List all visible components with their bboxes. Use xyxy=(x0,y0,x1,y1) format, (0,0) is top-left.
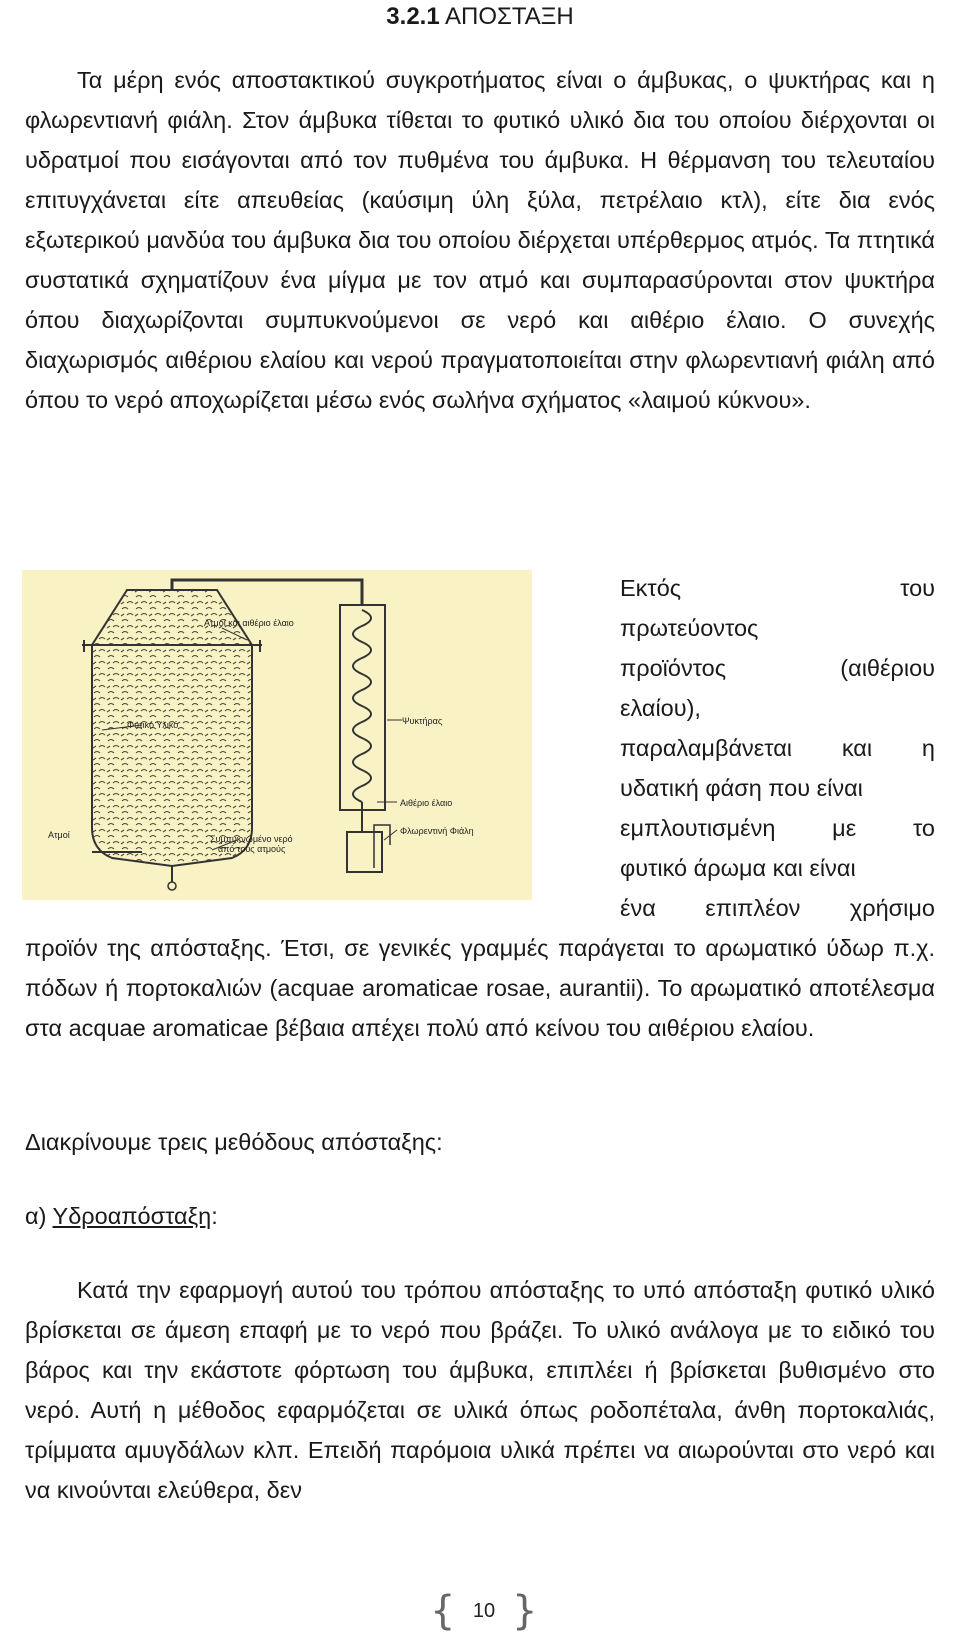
label-condensed-water-1: Συμπυκνωμένο νερό xyxy=(210,834,293,844)
label-florentine-flask: Φλωρεντινή Φιάλη xyxy=(400,826,474,836)
side-word: παραλαμβάνεται xyxy=(620,735,793,761)
side-line: πρωτεύοντος xyxy=(620,615,759,641)
methods-intro: Διακρίνουμε τρεις μεθόδους απόσταξης: xyxy=(25,1129,443,1155)
side-word: το xyxy=(912,815,935,841)
label-condensed-water-2: από τους ατμούς xyxy=(218,844,286,854)
side-word: του xyxy=(900,575,935,601)
side-word: ένα xyxy=(620,895,656,921)
side-word: και xyxy=(841,735,873,761)
continued-paragraph: προϊόν της απόσταξης. Έτσι, σε γενικές γραμμές παράγεται το αρωματικό ύδωρ π.χ. πόδων ή πορτοκαλιών (acquae aromaticae rosae, aurantii). Το αρωματικό αποτέλεσμα στα acquae aromaticae βέβαια απέχει πολύ από κείνου του αιθέριου ελαίου. xyxy=(25,935,935,1041)
section-title: ΑΠΟΣΤΑΞΗ xyxy=(445,3,574,30)
side-line: φυτικό άρωμα και είναι xyxy=(620,855,856,881)
label-steam: Ατμοί xyxy=(48,830,70,840)
side-word: με xyxy=(832,815,857,841)
intro-paragraph: Τα μέρη ενός αποστακτικού συγκροτήματος είναι ο άμβυκας, ο ψυκτήρας και η φλωρεντιανή φιάλη. Στον άμβυκα τίθεται το φυτικό υλικό δια του οποίου διέρχονται οι υδρατμοί που εισάγονται από τον πυθμένα του άμβυκα. Η θέρμανση του τελευταίου επιτυγχάνεται είτε απευθείας (καύσιμη ύλη ξύλα, πετρέλαιο κτλ), είτε δια ενός εξωτερικού μανδύα του άμβυκα δια του οποίου διέρχεται υπέρθερμος ατμός. Τα πτητικά συστατικά σχηματίζουν ένα μίγμα με τον ατμό και συμπαρασύρονται στον ψυκτήρα όπου διαχωρίζονται συμπυκνούμενοι σε νερό και αιθέριο έλαιο. Ο συνεχής διαχωρισμός αιθέριου ελαίου και νερού πραγματοποιείται στην φλωρεντιανή φιάλη από όπου το νερό αποχωρίζεται μέσω ενός σωλήνα σχήματος «λαιμού κύκνου». xyxy=(25,67,935,413)
label-condenser: Ψυκτήρας xyxy=(402,716,443,726)
page-number: 10 xyxy=(472,1600,496,1622)
right-brace-ornament: } xyxy=(512,1588,538,1634)
label-plant-material: Φυτικό Υλικό xyxy=(127,720,179,730)
label-essential-oil: Αιθέριο έλαιο xyxy=(400,798,453,808)
method-a-name: Υδροαπόσταξη xyxy=(52,1203,212,1229)
side-line: υδατική φάση που είναι xyxy=(620,775,863,801)
condenser-coil xyxy=(340,605,385,832)
side-word: η xyxy=(921,735,935,761)
page-footer xyxy=(0,1588,960,1634)
method-a-heading xyxy=(25,1196,218,1236)
florentine-flask-shape xyxy=(347,825,390,872)
distillation-figure xyxy=(22,570,532,900)
distillation-diagram xyxy=(22,570,532,900)
hydrodistillation-paragraph: Κατά την εφαρμογή αυτού του τρόπου απόσταξης το υπό απόσταξη φυτικό υλικό βρίσκεται σε άμεση επαφή με το νερό που βράζει. Το υλικό ανάλογα με το ειδικό του βάρος και την εκάστοτε φόρτωση του άμβυκα, επιπλέει ή βρίσκεται βυθισμένο στο νερό. Αυτή η μέθοδος εφαρμόζεται σε υλικά όπως ροδοπέταλα, άνθη πορτοκαλιάς, τρίμματα αμυγδάλων κλπ. Επειδή παρόμοια υλικά πρέπει να αιωρούνται στο νερό και να κινούνται ελεύθερα, δεν xyxy=(25,1277,935,1503)
side-word: (αιθέριου xyxy=(840,655,935,681)
side-word: Εκτός xyxy=(620,575,682,601)
section-heading xyxy=(0,2,960,32)
method-a-prefix: α) xyxy=(25,1203,53,1229)
side-word: χρήσιμο xyxy=(849,895,935,921)
figure-side-text xyxy=(620,568,935,928)
side-word: προϊόντος xyxy=(620,655,727,681)
label-vapors-oil: Ατμοί και αιθέριο έλαιο xyxy=(204,618,294,628)
left-brace-ornament: { xyxy=(430,1588,456,1634)
section-number: 3.2.1 xyxy=(386,3,440,30)
method-a-suffix: : xyxy=(211,1203,218,1229)
side-line: ελαίου), xyxy=(620,695,701,721)
side-word: επιπλέον xyxy=(705,895,801,921)
side-word: εμπλουτισμένη xyxy=(620,815,776,841)
